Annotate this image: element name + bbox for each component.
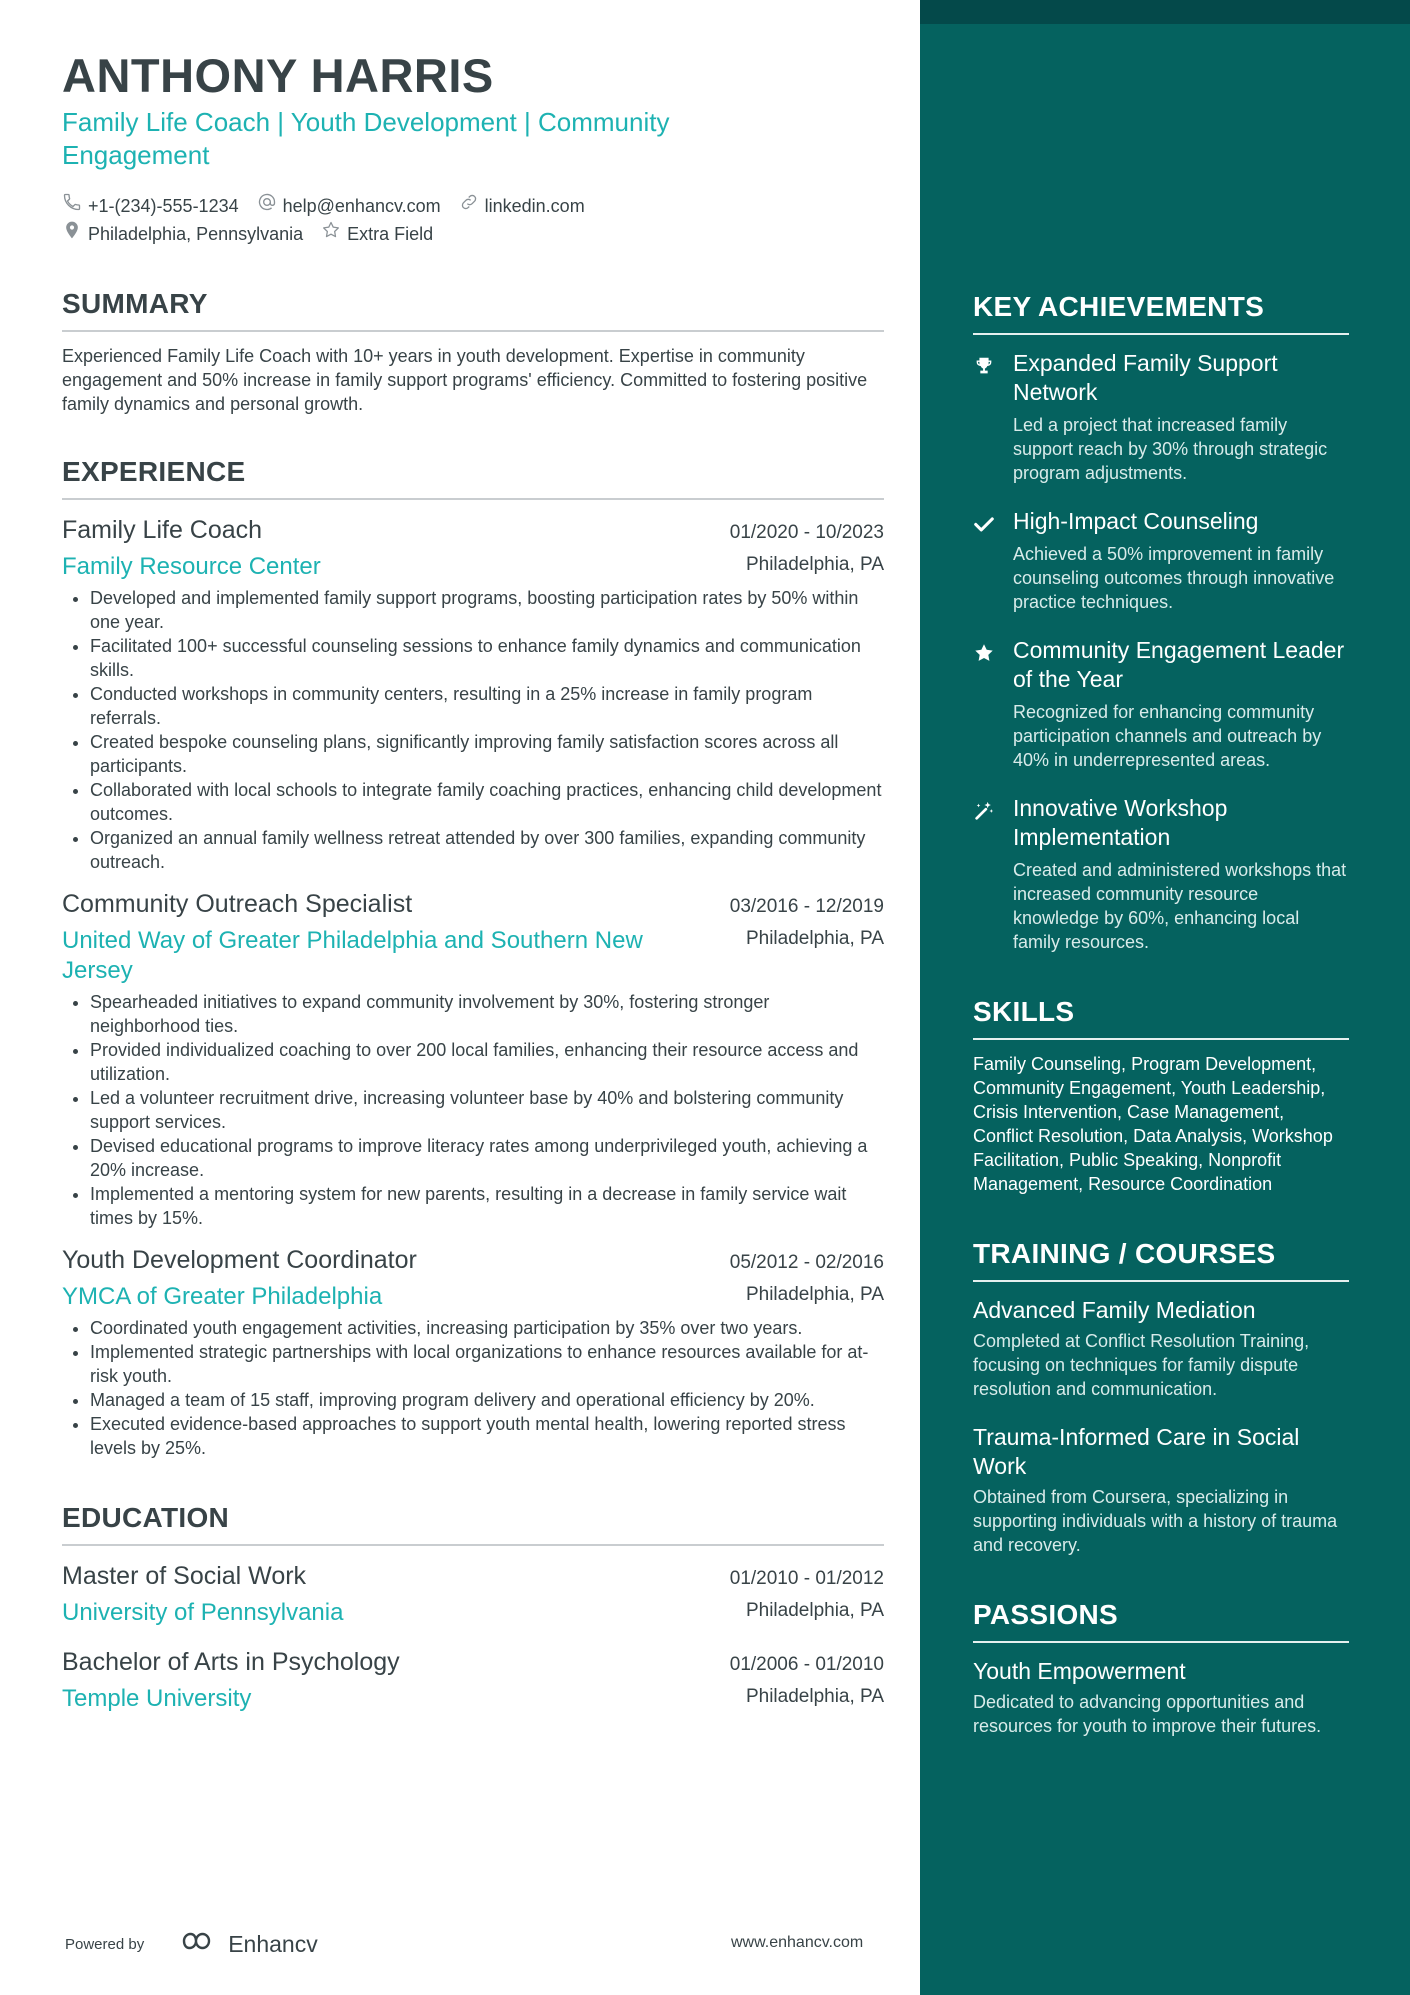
school-location: Philadelphia, PA xyxy=(745,1686,884,1707)
course-item xyxy=(973,1296,1349,1401)
sidebar-top-band xyxy=(920,0,1410,24)
skills-list: Family Counseling, Program Development, Community Engagement, Youth Leadership, Crisis Intervention, Case Management, Conflict Resolution, Data Analysis, Workshop Facilitation, Public Speaking, Nonprofit Management, Resource Coordination xyxy=(973,1054,1333,1194)
bullet-item: • Organized an annual family wellness retreat attended by over 300 families, expanding community outreach. xyxy=(90,826,884,874)
job-dates: 03/2016 - 12/2019 xyxy=(729,896,884,917)
education-dates: 01/2010 - 01/2012 xyxy=(729,1568,884,1589)
education-entry xyxy=(62,1560,884,1628)
achievement-item xyxy=(973,636,1349,772)
training-section xyxy=(973,1236,1349,1557)
experience-entry xyxy=(62,514,884,874)
contact-info xyxy=(62,192,884,248)
passion-title: Youth Empowerment xyxy=(973,1658,1186,1684)
linkedin-text: linkedin.com xyxy=(484,196,585,216)
achievement-title: Innovative Workshop Implementation xyxy=(1013,795,1228,850)
bullet-item: • Executed evidence-based approaches to support youth mental health, lowering reported stress levels by 25%. xyxy=(90,1412,884,1460)
contact-row-2 xyxy=(62,220,884,248)
course-item xyxy=(973,1423,1349,1557)
achievement-item xyxy=(973,349,1349,485)
bullet-item: • Coordinated youth engagement activities, increasing participation by 35% over two years. xyxy=(90,1316,884,1340)
job-title: Family Life Coach xyxy=(62,516,263,544)
passions-title: PASSIONS xyxy=(973,1599,1119,1630)
training-title: TRAINING / COURSES xyxy=(973,1238,1276,1269)
passions-divider xyxy=(973,1641,1349,1643)
education-entry xyxy=(62,1646,884,1714)
achievement-desc: Led a project that increased family support reach by 30% through strategic program adjustments. xyxy=(1013,415,1328,483)
bullet-item: • Managed a team of 15 staff, improving program delivery and operational efficiency by 20%. xyxy=(90,1388,884,1412)
enhancv-logo[interactable] xyxy=(172,1928,318,1960)
summary-text: Experienced Family Life Coach with 10+ years in youth development. Expertise in community engagement and 50% increase in family support programs' efficiency. Committed to fostering positive family dynamics and personal growth. xyxy=(62,346,868,414)
achievement-title: Community Engagement Leader of the Year xyxy=(1013,637,1345,692)
education-divider xyxy=(62,1544,884,1546)
course-title: Advanced Family Mediation xyxy=(973,1297,1256,1323)
achievement-item xyxy=(973,507,1349,614)
job-bullets xyxy=(62,1316,884,1460)
extra-field-text: Extra Field xyxy=(347,224,434,244)
experience-entry xyxy=(62,1244,884,1460)
phone-text: +1-(234)-555-1234 xyxy=(88,196,239,216)
school-name: Temple University xyxy=(62,1685,252,1712)
degree-title: Master of Social Work xyxy=(62,1562,307,1590)
experience-divider xyxy=(62,498,884,500)
skills-divider xyxy=(973,1038,1349,1040)
achievement-title: High-Impact Counseling xyxy=(1013,508,1259,534)
education-title: EDUCATION xyxy=(62,1502,230,1533)
location-text: Philadelphia, Pennsylvania xyxy=(88,224,304,244)
map-pin-icon xyxy=(62,220,82,248)
headline: Family Life Coach | Youth Development | Community Engagement xyxy=(62,107,670,170)
job-location: Philadelphia, PA xyxy=(745,928,884,949)
passion-item xyxy=(973,1657,1349,1738)
bullet-item: • Created bespoke counseling plans, significantly improving family satisfaction scores across all participants. xyxy=(90,730,884,778)
achievement-item xyxy=(973,794,1349,954)
contact-row-1 xyxy=(62,192,884,220)
bullet-item: • Conducted workshops in community centers, resulting in a 25% increase in family program referrals. xyxy=(90,682,884,730)
phone-icon xyxy=(62,192,82,220)
candidate-name: ANTHONY HARRIS xyxy=(62,49,494,102)
enhancv-brand-text: Enhancv xyxy=(228,1930,318,1957)
magic-wand-icon xyxy=(973,794,999,954)
job-bullets xyxy=(62,586,884,874)
experience-title: EXPERIENCE xyxy=(62,456,246,487)
sidebar-column xyxy=(973,289,1349,1738)
company-name: Family Resource Center xyxy=(62,553,321,580)
job-title: Youth Development Coordinator xyxy=(62,1246,417,1274)
experience-section xyxy=(62,454,884,1460)
education-section xyxy=(62,1500,884,1714)
degree-title: Bachelor of Arts in Psychology xyxy=(62,1648,400,1676)
school-location: Philadelphia, PA xyxy=(745,1600,884,1621)
job-location: Philadelphia, PA xyxy=(745,554,884,575)
bullet-item: • Collaborated with local schools to integrate family coaching practices, enhancing child development outcomes. xyxy=(90,778,884,826)
powered-by-text: Powered by xyxy=(65,1935,145,1953)
job-dates: 05/2012 - 02/2016 xyxy=(729,1252,884,1273)
job-title: Community Outreach Specialist xyxy=(62,890,413,918)
bullet-item: • Developed and implemented family support programs, boosting participation rates by 50% within one year. xyxy=(90,586,884,634)
passions-section xyxy=(973,1597,1349,1738)
main-column xyxy=(62,48,884,1714)
email-text: help@enhancv.com xyxy=(282,196,441,216)
achievement-desc: Created and administered workshops that increased community resource knowledge by 60%, enhancing local family resources. xyxy=(1013,860,1347,952)
achievement-desc: Achieved a 50% improvement in family counseling outcomes through innovative practice techniques. xyxy=(1013,544,1335,612)
job-location: Philadelphia, PA xyxy=(745,1284,884,1305)
experience-entry xyxy=(62,888,884,1230)
summary-section xyxy=(62,286,884,416)
course-desc: Completed at Conflict Resolution Training, focusing on techniques for family dispute resolution and communication. xyxy=(973,1331,1310,1399)
achievement-title: Expanded Family Support Network xyxy=(1013,350,1278,405)
education-dates: 01/2006 - 01/2010 xyxy=(729,1654,884,1675)
job-dates: 01/2020 - 10/2023 xyxy=(729,522,884,543)
course-desc: Obtained from Coursera, specializing in supporting individuals with a history of trauma and recovery. xyxy=(973,1487,1338,1555)
star-outline-icon xyxy=(321,220,341,248)
infinity-logo-icon xyxy=(172,1928,220,1960)
location-contact xyxy=(62,220,303,248)
summary-title: SUMMARY xyxy=(62,288,208,319)
extra-field-contact xyxy=(321,220,433,248)
bullet-item: • Spearheaded initiatives to expand community involvement by 30%, fostering stronger neighborhood ties. xyxy=(90,990,884,1038)
bullet-item: • Provided individualized coaching to over 200 local families, enhancing their resource access and utilization. xyxy=(90,1038,884,1086)
footer-branding xyxy=(65,1928,318,1960)
achievements-section xyxy=(973,289,1349,954)
linkedin-contact[interactable] xyxy=(459,192,585,220)
trophy-icon xyxy=(973,349,999,485)
bullet-item: • Led a volunteer recruitment drive, increasing volunteer base by 40% and bolstering community support services. xyxy=(90,1086,884,1134)
achievements-divider xyxy=(973,333,1349,335)
bullet-item: • Implemented strategic partnerships with local organizations to enhance resources available for at-risk youth. xyxy=(90,1340,884,1388)
phone-contact[interactable] xyxy=(62,192,239,220)
star-icon xyxy=(973,636,999,772)
skills-section xyxy=(973,994,1349,1196)
job-bullets xyxy=(62,990,884,1230)
course-title: Trauma-Informed Care in Social Work xyxy=(973,1424,1300,1479)
achievement-desc: Recognized for enhancing community participation channels and outreach by 40% in underrepresented areas. xyxy=(1013,702,1322,770)
bullet-item: • Implemented a mentoring system for new parents, resulting in a decrease in family service wait times by 15%. xyxy=(90,1182,884,1230)
training-divider xyxy=(973,1280,1349,1282)
summary-divider xyxy=(62,330,884,332)
at-icon xyxy=(257,192,277,220)
link-icon xyxy=(459,192,479,220)
school-name: University of Pennsylvania xyxy=(62,1599,344,1626)
bullet-item: • Devised educational programs to improve literacy rates among underprivileged youth, achieving a 20% increase. xyxy=(90,1134,884,1182)
achievements-title: KEY ACHIEVEMENTS xyxy=(973,291,1265,322)
passion-desc: Dedicated to advancing opportunities and resources for youth to improve their futures. xyxy=(973,1692,1322,1736)
email-contact[interactable] xyxy=(257,192,441,220)
bullet-item: • Facilitated 100+ successful counseling sessions to enhance family dynamics and communication skills. xyxy=(90,634,884,682)
footer-url[interactable]: www.enhancv.com xyxy=(731,1934,864,1951)
company-name: YMCA of Greater Philadelphia xyxy=(62,1283,383,1310)
skills-title: SKILLS xyxy=(973,996,1075,1027)
check-icon xyxy=(973,507,999,614)
company-name: United Way of Greater Philadelphia and Southern New Jersey xyxy=(62,927,643,984)
